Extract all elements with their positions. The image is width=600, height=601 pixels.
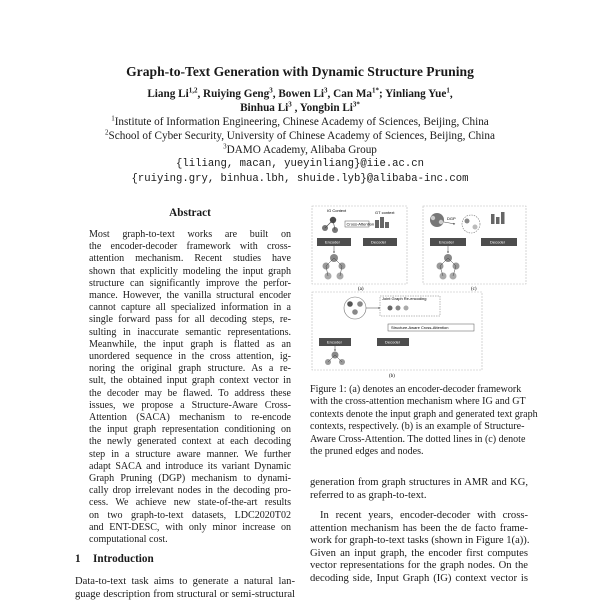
dgp-label: DGP: [447, 216, 456, 221]
text-line: Data-to-text task aims to generate a natural lan-: [75, 576, 295, 589]
text-line: Graph Pruning (DGP) mechanism to dynami-: [89, 473, 291, 485]
text-line: mance. However, the vanilla structural encoder: [89, 290, 291, 302]
encoder-label: Encoder: [327, 339, 343, 344]
text-line: the input graph representation conditioning on: [89, 424, 291, 436]
saca-label: Structure-Aware Cross-Attention: [391, 325, 449, 330]
text-line: with the cross-attention mechanism where IG and GT: [310, 396, 528, 408]
figure-1-caption: [310, 384, 528, 458]
author: Can $Ma^{1*}$: [333, 88, 379, 100]
abstract-body: [89, 229, 291, 546]
text-line: structure can significantly improve the perfor-: [89, 278, 291, 290]
figure-1-diagram: [305, 200, 533, 380]
text-line: Aware Cross-Attention. The dotted lines in (c) denote: [310, 434, 528, 446]
text-line: Meanwhile, the input graph is flatted as an: [89, 339, 291, 351]
reencode-label: Joint Graph Re-encoding: [382, 296, 426, 301]
author: Yongbin $Li^{3*}$: [300, 102, 360, 114]
text-line: referred to as graph-to-text.: [310, 490, 528, 503]
panel-a-label: (a): [358, 287, 364, 292]
author: Liang Li$^{1,2}$: [147, 88, 197, 100]
abstract-heading: Abstract: [90, 207, 290, 219]
text-line: work for graph-to-text tasks (shown in Figure 1(a)).: [310, 535, 528, 548]
cross-attention-label: Cross-Attention: [347, 222, 375, 227]
author: Binhua Li$^3$: [240, 102, 292, 114]
text-line: Figure 1: (a) denotes an encoder-decoder framework: [310, 384, 528, 396]
text-line: single forward pass for all decoding steps, re-: [89, 314, 291, 326]
encoder-label: Encoder: [325, 239, 341, 244]
text-line: and ENT-DESC, with only minor increase on: [89, 522, 291, 534]
paper-title: Graph-to-Text Generation with Dynamic Structure Pruning: [0, 64, 600, 80]
author-email: {ruiying.gry, binhua.lbh, shuide.lyb}@alibaba-inc.com: [0, 173, 600, 185]
author-list-line-2: Binhua Li$^3$ , Yongbin $Li^{3*}$: [0, 102, 600, 115]
author-email: {liliang, macan, yueyinliang}@iie.ac.cn: [0, 158, 600, 170]
panel-b-label: (b): [389, 374, 395, 379]
text-line: issues, we propose a Structure-Aware Cross-: [89, 400, 291, 412]
text-line: the newly generated context at each decoding: [89, 436, 291, 448]
affiliation: $^3$DAMO Academy, Alibaba Group: [0, 144, 600, 157]
gt-context-label: GT context: [375, 210, 395, 215]
text-line: the pruned edges and nodes.: [310, 446, 528, 458]
section-heading-introduction: [75, 553, 154, 565]
text-line: cally drop irrelevant nodes in the decoding pro-: [89, 485, 291, 497]
figure-panel-b: [312, 292, 482, 379]
author: Bowen Li$^3$: [278, 88, 327, 100]
text-line: sulting in inaccurate semantic representations.: [89, 327, 291, 339]
text-line: cess. We achieve new state-of-the-art results: [89, 497, 291, 509]
affiliation: $^2$School of Cyber Security, University of Chinese Academy of Sciences, Beijing, China: [0, 130, 600, 143]
affiliation: $^1$Institute of Information Engineering, Chinese Academy of Sciences, Beijing, China: [0, 116, 600, 129]
text-line: Attention (SACA) mechanism to re-encode: [89, 412, 291, 424]
figure-panel-c: [423, 206, 526, 292]
text-line: generation from graph structures in AMR and KG,: [310, 477, 528, 490]
decoder-label: Decoder: [490, 239, 506, 244]
section-title: Introduction: [93, 553, 154, 565]
text-line: contexts denote the input graph and generated text graph: [310, 409, 528, 421]
text-line: shown that explicitly modeling the input graph: [89, 266, 291, 278]
text-line: Given an input graph, the encoder first computes: [310, 548, 528, 561]
text-line: the encoder-decoder framework with cross-: [89, 241, 291, 253]
text-line: noring the original graph structure. As a re-: [89, 363, 291, 375]
author-list-line-1: Liang Li$^{1,2}$, Ruiying Geng$^3$, Bowen Li$^3$, Can $Ma^{1*}$; Yinliang Yue$^1$,: [0, 88, 600, 101]
text-line: step in a structure aware manner. We further: [89, 449, 291, 461]
right-column-body: [310, 477, 528, 585]
text-line: on two graph-to-text datasets, LDC2020T02: [89, 510, 291, 522]
text-line: decoding side, Input Graph (IG) context vector is: [310, 573, 528, 586]
text-line: attention mechanism. Recent studies have: [89, 253, 291, 265]
text-line: cannot capture all specialized information in a: [89, 302, 291, 314]
text-line: the decoder may be flawed. To address these: [89, 388, 291, 400]
text-line: unordered sequence in the cross attention, ig-: [89, 351, 291, 363]
author: Yinliang Yue$^1$: [385, 88, 450, 100]
ig-context-label: IG Context: [327, 208, 347, 213]
author: Ruiying Geng$^3$: [203, 88, 273, 100]
text-line: In recent years, encoder-decoder with cross-: [310, 510, 528, 523]
text-line: adapt SACA and introduce its variant Dynamic: [89, 461, 291, 473]
text-line: vector representations for the graph nodes. On the: [310, 560, 528, 573]
text-line: attention mechanism has been the de facto frame-: [310, 523, 528, 536]
introduction-body: [75, 576, 295, 601]
encoder-label: Encoder: [439, 239, 455, 244]
figure-panel-a: [312, 206, 407, 292]
text-line: guage description from structural or semi-structural: [75, 589, 295, 601]
section-number: 1: [75, 553, 93, 565]
panel-c-label: (c): [471, 287, 477, 292]
text-line: computational cost.: [89, 534, 291, 546]
decoder-label: Decoder: [371, 239, 387, 244]
text-line: sult, the obtained input graph context vector in: [89, 375, 291, 387]
decoder-label: Decoder: [385, 339, 401, 344]
text-line: contexts, respectively. (b) is an example of Structure-: [310, 421, 528, 433]
text-line: Most graph-to-text works are built on: [89, 229, 291, 241]
paragraph-gap: [310, 502, 528, 510]
